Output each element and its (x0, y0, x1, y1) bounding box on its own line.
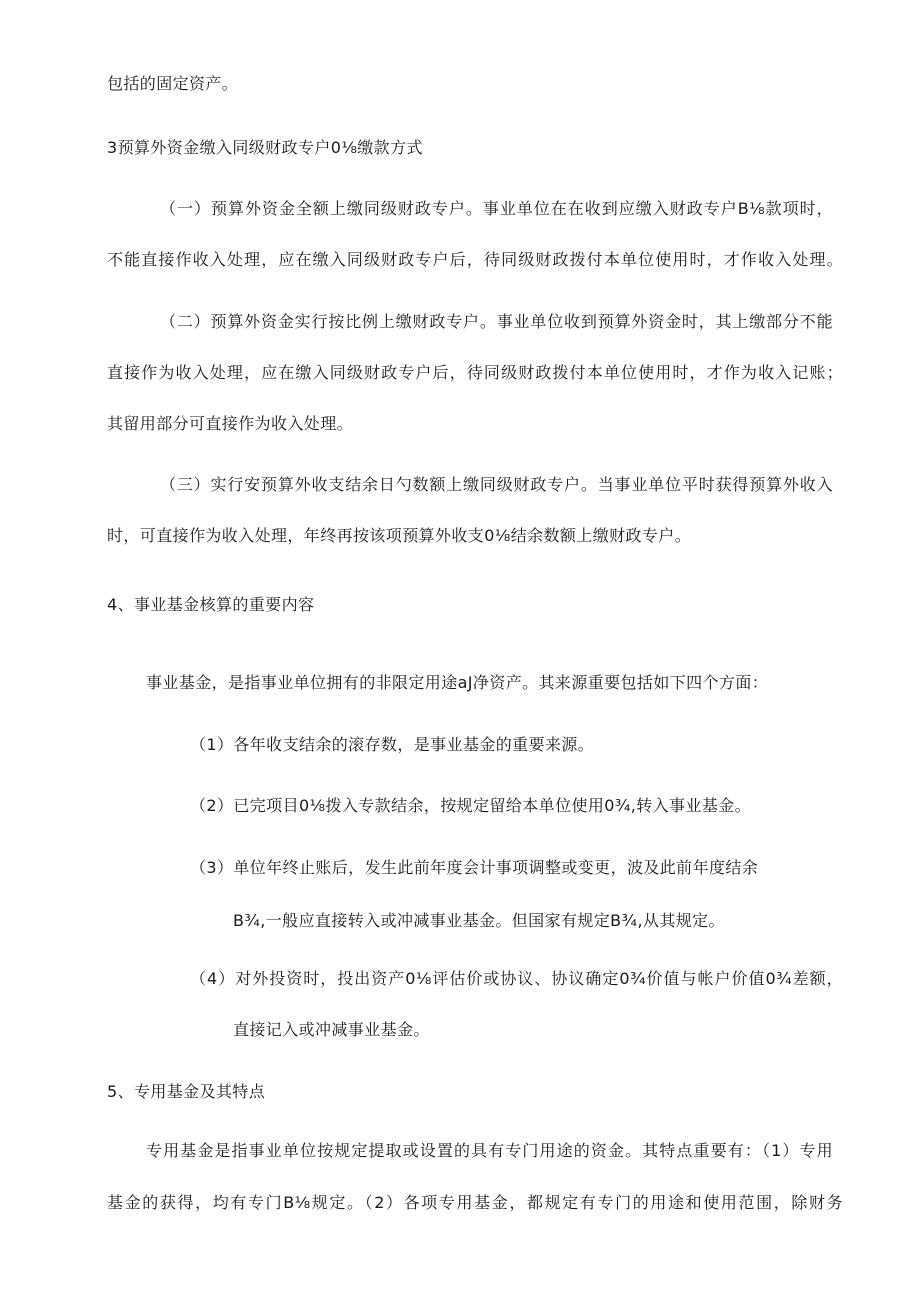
list-item: （4）对外投资时，投出资产0⅛评估价或协议、协议确定0¾价值与帐户价值0¾差额， (190, 969, 843, 988)
text-line: 基金的获得，均有专门B⅛规定。（2）各项专用基金，都规定有专门的用途和使用范围，除财务 (107, 1193, 843, 1212)
text-line: 其留用部分可直接作为收入处理。 (107, 414, 354, 433)
text-line: B¾,一般应直接转入或冲减事业基金。但国家有规定B¾,从其规定。 (233, 911, 725, 930)
text-line: 时，可直接作为收入处理，年终再按该项预算外收支0⅛结余数额上缴财政专户。 (107, 526, 692, 545)
text-line: 不能直接作收入处理，应在缴入同级财政专户后，待同级财政拨付本单位使用时，才作收入处理。 (107, 250, 843, 269)
text-line: 包括的固定资产。 (107, 74, 239, 93)
list-item: （2）已完项目0⅛拨入专款结余，按规定留给本单位使用0¾,转入事业基金。 (190, 796, 752, 815)
text-line: （一）预算外资金全额上缴同级财政专户。事业单位在在收到应缴入财政专户B⅛款项时， (160, 199, 833, 218)
section-heading: 4、事业基金核算的重要内容 (107, 595, 315, 614)
text-line: 直接记入或冲减事业基金。 (233, 1020, 430, 1039)
list-item: （1）各年收支结余的滚存数，是事业基金的重要来源。 (190, 735, 595, 754)
text-line: 专用基金是指事业单位按规定提取或设置的具有专门用途的资金。其特点重要有：（1）专用 (146, 1141, 833, 1160)
section-heading: 3预算外资金缴入同级财政专户0⅛缴款方式 (107, 138, 423, 157)
text-line: （二）预算外资金实行按比例上缴财政专户。事业单位收到预算外资金时，其上缴部分不能 (160, 312, 833, 331)
section-heading: 5、专用基金及其特点 (107, 1082, 266, 1101)
text-line: 事业基金，是指事业单位拥有的非限定用途aJ净资产。其来源重要包括如下四个方面： (146, 673, 769, 692)
text-line: 直接作为收入处理，应在缴入同级财政专户后，待同级财政拨付本单位使用时，才作为收入记账； (107, 363, 843, 382)
list-item: （3）单位年终止账后，发生此前年度会计事项调整或变更，波及此前年度结余 (190, 858, 759, 877)
text-line: （三）实行安预算外收支结余日勺数额上缴同级财政专户。当事业单位平时获得预算外收入 (160, 475, 833, 494)
